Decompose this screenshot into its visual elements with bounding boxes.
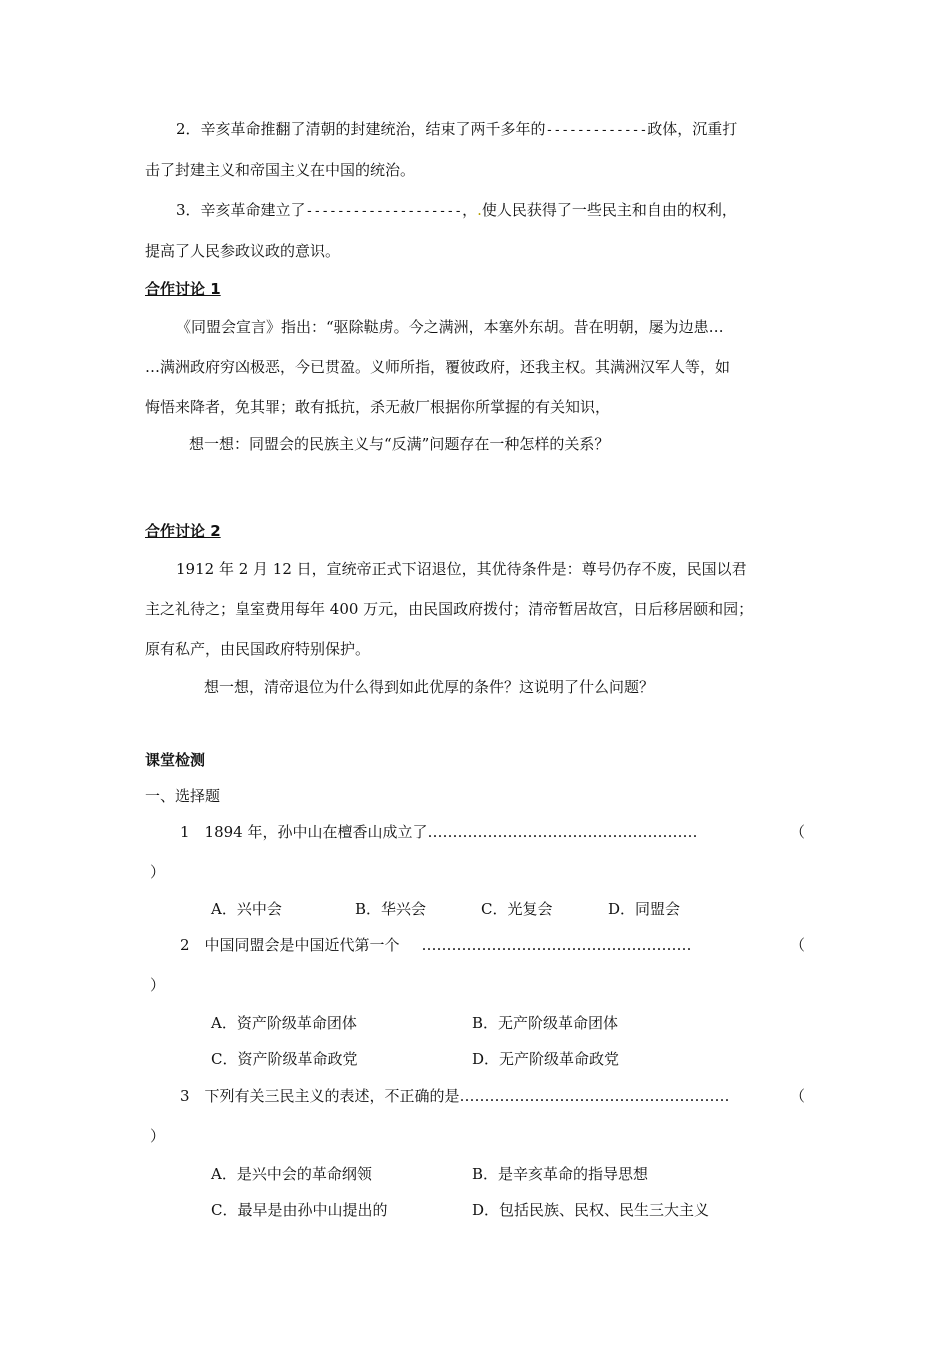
q3-open-paren: （ xyxy=(790,1087,806,1105)
q1-option-c[interactable]: C．光复会 xyxy=(481,900,553,918)
item2-text-end: 政体，沉重打 xyxy=(647,120,738,138)
discussion1-title: 合作讨论 1 xyxy=(145,280,221,298)
test-title: 课堂检测 xyxy=(145,751,206,769)
q1-leader-dots: ……………………………………………… xyxy=(427,823,698,841)
q2-option-c[interactable]: C．资产阶级革命政党 xyxy=(211,1050,358,1068)
q2-option-d[interactable]: D．无产阶级革命政党 xyxy=(472,1050,620,1068)
q3-stem xyxy=(180,1086,730,1106)
test-section: 一、选择题 xyxy=(145,787,221,805)
discussion1-p2: …满洲政府穷凶极恶，今已贯盈。义师所指，覆彼政府，还我主权。其满洲汉军人等，如 xyxy=(145,358,731,376)
item2-line1 xyxy=(176,119,737,141)
q3-option-a[interactable]: A．是兴中会的革命纲领 xyxy=(211,1165,372,1183)
item2-text: 2．辛亥革命推翻了清朝的封建统治，结束了两千多年的 xyxy=(176,120,546,138)
discussion1-p1: 《同盟会宣言》指出：“驱除鞑虏。今之满洲，本塞外东胡。昔在明朝，屡为边患… xyxy=(176,318,724,336)
item3-blank: -------------------- xyxy=(305,204,463,219)
q3-option-c[interactable]: C．最早是由孙中山提出的 xyxy=(211,1201,388,1219)
discussion1-p3: 悔悟来降者，免其罪；敢有抵抗，杀无赦厂根据你所掌握的有关知识， xyxy=(145,398,611,416)
q1-text: 1 1894 年，孙中山在檀香山成立了 xyxy=(180,823,428,841)
q2-stem xyxy=(180,935,692,955)
q1-option-b[interactable]: B．华兴会 xyxy=(355,900,427,918)
q1-close-paren: ） xyxy=(150,863,166,881)
item3-text-end: 使人民获得了一些民主和自由的权利， xyxy=(481,201,737,219)
item3-text: 3．辛亥革命建立了 xyxy=(176,201,306,219)
stray-dot: . xyxy=(477,201,482,219)
q2-close-paren: ） xyxy=(150,976,166,994)
q3-option-b[interactable]: B．是辛亥革命的指导思想 xyxy=(472,1165,649,1183)
q1-stem xyxy=(180,822,698,842)
q1-open-paren: （ xyxy=(790,823,806,841)
item3-comma: ， xyxy=(462,201,478,219)
q1-option-d[interactable]: D．同盟会 xyxy=(608,900,681,918)
item2-blank: ------------- xyxy=(545,123,648,138)
q2-leader-dots: ……………………………………………… xyxy=(421,936,692,954)
q2-open-paren: （ xyxy=(790,936,806,954)
item3-line1 xyxy=(176,200,737,222)
discussion2-p3: 原有私产，由民国政府特别保护。 xyxy=(145,640,371,658)
q3-close-paren: ） xyxy=(150,1127,166,1145)
discussion1-question: 想一想：同盟会的民族主义与“反满”问题存在一种怎样的关系？ xyxy=(189,435,610,453)
q1-option-a[interactable]: A．兴中会 xyxy=(211,900,282,918)
discussion2-p1: 1912 年 2 月 12 日，宣统帝正式下诏退位，其优待条件是：尊号仍存不废，民国以君 xyxy=(176,560,747,578)
q2-text: 2 中国同盟会是中国近代第一个 xyxy=(180,936,400,954)
discussion2-question: 想一想，清帝退位为什么得到如此优厚的条件？这说明了什么问题？ xyxy=(204,678,655,696)
item2-line2: 击了封建主义和帝国主义在中国的统治。 xyxy=(145,161,416,179)
discussion2-p2: 主之礼待之；皇室费用每年 400 万元，由民国政府拨付；清帝暂居故宫，日后移居颐和园； xyxy=(145,600,754,618)
q2-option-b[interactable]: B．无产阶级革命团体 xyxy=(472,1014,619,1032)
discussion2-title: 合作讨论 2 xyxy=(145,522,221,540)
q3-option-d[interactable]: D．包括民族、民权、民生三大主义 xyxy=(472,1201,710,1219)
q3-leader-dots: ……………………………………………… xyxy=(459,1087,730,1105)
item3-line2: 提高了人民参政议政的意识。 xyxy=(145,242,341,260)
q2-option-a[interactable]: A．资产阶级革命团体 xyxy=(211,1014,357,1032)
q3-text: 3 下列有关三民主义的表述，不正确的是 xyxy=(180,1087,460,1105)
